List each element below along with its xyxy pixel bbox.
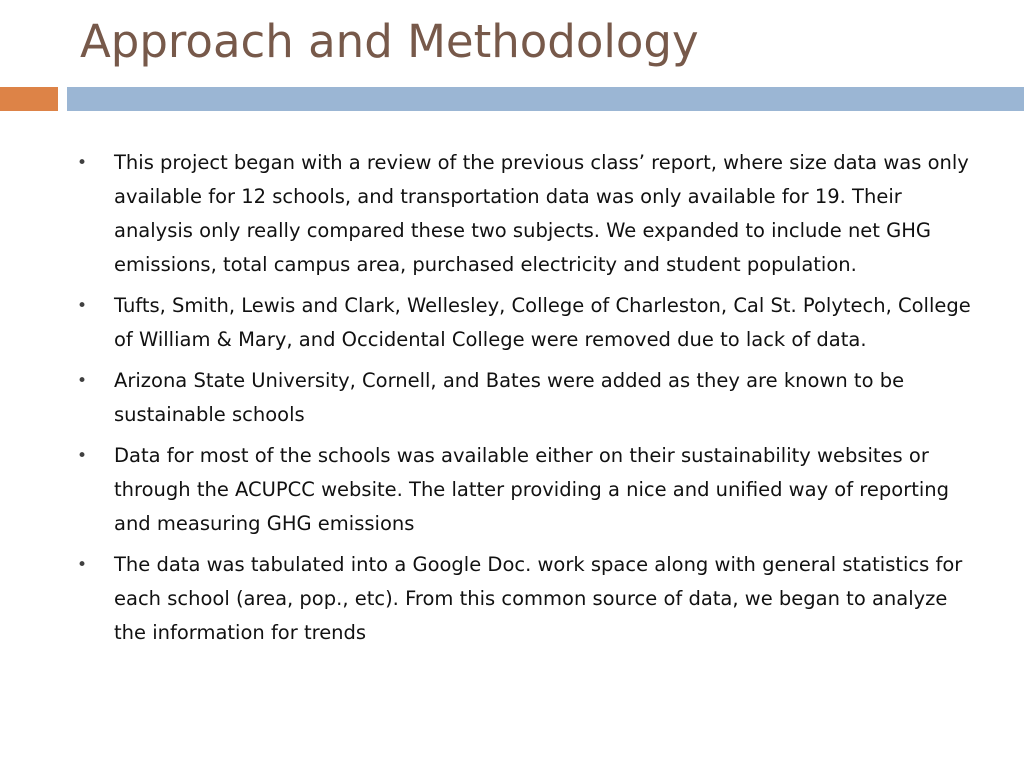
bullet-text: Arizona State University, Cornell, and Bates were added as they are known to be sustainable schools — [114, 369, 905, 426]
slide-title: Approach and Methodology — [80, 15, 699, 68]
bullet-item — [77, 364, 977, 432]
bullet-item — [77, 146, 977, 282]
bullet-text: Tufts, Smith, Lewis and Clark, Wellesley, College of Charleston, Cal St. Polytech, College of William & Mary, and Occidental College were removed due to lack of data. — [114, 294, 971, 351]
bullet-text: This project began with a review of the previous class’ report, where size data was only available for 12 schools, and transportation data was only available for 19. Their analysis only really compared these two subjects. We expanded to include net GHG emissions, total campus area, purchased electricity and student population. — [114, 151, 969, 276]
bullet-item — [77, 439, 977, 541]
bullet-item — [77, 289, 977, 357]
bullet-icon: • — [77, 555, 88, 575]
bullet-icon: • — [77, 296, 88, 316]
bullet-item — [77, 548, 977, 650]
bullet-icon: • — [77, 153, 88, 173]
title-underline-bar — [67, 87, 1024, 111]
title-accent-bar — [0, 87, 58, 111]
bullet-icon: • — [77, 371, 88, 391]
bullet-list — [77, 146, 977, 657]
bullet-text: The data was tabulated into a Google Doc. work space along with general statistics for each school (area, pop., etc). From this common source of data, we began to analyze the information for trends — [114, 553, 963, 644]
bullet-text: Data for most of the schools was available either on their sustainability websites or through the ACUPCC website. The latter providing a nice and unified way of reporting and measuring GHG emissions — [114, 444, 950, 535]
bullet-icon: • — [77, 446, 88, 466]
